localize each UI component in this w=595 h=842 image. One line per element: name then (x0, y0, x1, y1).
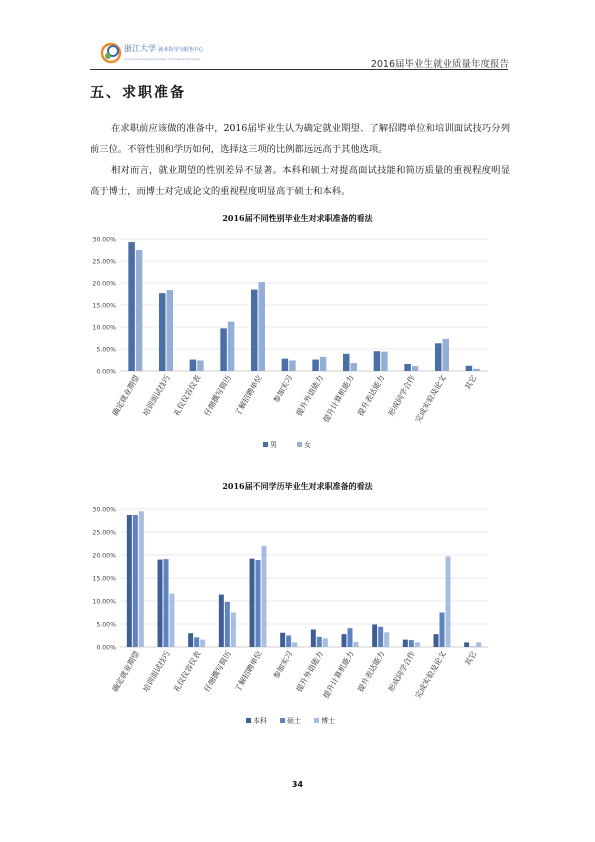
y-tick-label: 0.00% (96, 368, 116, 376)
x-tick-label: 确定就业期望 (110, 649, 142, 694)
x-tick-label: 礼仪仪容仪表 (171, 373, 203, 418)
bar-女 (167, 290, 174, 371)
bar-女 (228, 322, 235, 371)
bar-博士 (354, 642, 359, 647)
bar-女 (473, 369, 480, 371)
y-tick-label: 5.00% (96, 346, 116, 354)
bar-本科 (434, 634, 439, 647)
bar-男 (404, 364, 411, 371)
x-tick-label: 提升表达能力 (355, 373, 387, 418)
degree-chart (0, 497, 595, 732)
bar-博士 (476, 642, 481, 647)
x-tick-label: 培训面试技巧 (141, 373, 172, 418)
legend-swatch (314, 718, 319, 723)
bar-本科 (219, 595, 224, 647)
bar-硕士 (286, 636, 291, 648)
x-tick-label: 提升计算机能力 (321, 649, 356, 701)
legend-swatch (280, 718, 285, 723)
bar-博士 (139, 511, 144, 647)
bar-硕士 (225, 602, 230, 647)
report-title: 2016届毕业生就业质量年度报告 (370, 59, 509, 70)
bar-女 (381, 352, 388, 371)
x-tick-label: 了解招聘单位 (233, 373, 264, 418)
bar-女 (320, 357, 327, 371)
bar-女 (351, 363, 358, 371)
x-tick-label: 确定就业期望 (110, 373, 142, 418)
x-tick-label: 形成同学合作 (386, 373, 418, 418)
x-tick-label: 提升外语能力 (294, 649, 326, 694)
bar-男 (435, 343, 442, 371)
bar-本科 (188, 633, 193, 647)
bar-本科 (158, 560, 163, 647)
logo-text-cn: 浙江大学 (124, 44, 156, 53)
bar-男 (343, 354, 350, 371)
x-tick-label: 完成实验及论文 (413, 649, 448, 701)
bar-博士 (231, 613, 236, 648)
bar-博士 (170, 594, 175, 647)
page-header (0, 0, 595, 72)
bar-本科 (250, 559, 255, 647)
logo-text-en: Career Development Center of Zhejiang University (124, 57, 201, 61)
bar-男 (374, 351, 381, 371)
legend-label: 硕士 (287, 717, 301, 725)
bar-博士 (200, 640, 205, 647)
x-tick-label: 提升计算机能力 (321, 373, 356, 425)
bar-女 (259, 282, 266, 371)
y-tick-label: 20.00% (92, 552, 116, 560)
bar-女 (412, 366, 419, 371)
x-tick-label: 提升表达能力 (355, 649, 387, 694)
y-tick-label: 10.00% (92, 324, 116, 332)
legend-swatch (246, 718, 251, 723)
bar-男 (220, 328, 227, 371)
bar-博士 (262, 546, 267, 647)
legend-swatch (297, 442, 302, 447)
bar-硕士 (133, 515, 138, 647)
bar-博士 (384, 632, 389, 647)
chart-1-title: 2016届不同性别毕业生对求职准备的看法 (222, 213, 373, 223)
bar-博士 (323, 638, 328, 647)
bar-硕士 (348, 628, 353, 647)
bar-男 (159, 293, 166, 371)
bar-男 (128, 242, 135, 371)
bar-硕士 (440, 613, 445, 648)
bar-本科 (464, 642, 469, 647)
x-tick-label: 培训面试技巧 (141, 649, 172, 694)
x-tick-label: 完成实验及论文 (413, 373, 448, 425)
bar-硕士 (317, 637, 322, 647)
x-tick-label: 礼仪仪容仪表 (171, 649, 203, 694)
x-tick-label: 了解招聘单位 (233, 649, 264, 694)
logo-text-sub: 就业指导与服务中心 (158, 47, 204, 53)
bar-博士 (292, 642, 297, 647)
bar-本科 (372, 624, 377, 647)
y-tick-label: 20.00% (92, 280, 116, 288)
legend-label: 女 (304, 441, 311, 449)
x-tick-label: 形成同学合作 (386, 649, 418, 694)
bar-女 (136, 250, 143, 371)
bar-硕士 (194, 637, 199, 647)
x-tick-label: 参加实习 (271, 373, 295, 405)
paragraph-2: 相对而言，就业期望的性别差异不显著。本科和硕士对提高面试技能和简历质量的重视程度明显高于博士，而博士对完成论文的重视程度明显高于硕士和本科。 (90, 165, 510, 197)
y-tick-label: 5.00% (96, 621, 116, 629)
bar-女 (197, 360, 204, 371)
y-tick-label: 0.00% (96, 644, 116, 652)
logo-text (124, 45, 203, 63)
x-tick-label: 其它 (463, 373, 479, 392)
y-tick-label: 25.00% (92, 529, 116, 537)
bar-本科 (311, 630, 316, 647)
bar-本科 (280, 633, 285, 647)
bar-硕士 (256, 560, 261, 647)
header-divider (90, 69, 508, 70)
x-tick-label: 仔细撰写简历 (202, 649, 234, 694)
legend-label: 本科 (253, 717, 267, 725)
bar-男 (466, 366, 473, 371)
bar-本科 (403, 640, 408, 647)
y-tick-label: 15.00% (92, 575, 116, 583)
x-tick-label: 提升外语能力 (294, 373, 326, 418)
legend-swatch (263, 442, 268, 447)
x-tick-label: 其它 (463, 649, 479, 668)
bar-硕士 (164, 559, 169, 647)
bar-男 (312, 360, 319, 371)
bar-硕士 (409, 640, 414, 647)
bar-本科 (342, 634, 347, 647)
y-tick-label: 15.00% (92, 302, 116, 310)
bar-男 (282, 359, 289, 371)
y-tick-label: 10.00% (92, 598, 116, 606)
bar-男 (190, 360, 197, 371)
bar-女 (289, 360, 296, 371)
legend-label: 男 (270, 441, 277, 449)
bar-硕士 (378, 627, 383, 647)
x-tick-label: 参加实习 (271, 649, 295, 681)
paragraph-1: 在求职前应该做的准备中，2016届毕业生认为确定就业期望、了解招聘单位和培训面试技巧分列前三位。不管性别和学历如何，选择这三项的比例都远远高于其他选项。 (90, 123, 510, 155)
bar-博士 (415, 642, 420, 647)
section-title: 五、求职准备 (90, 85, 186, 101)
y-tick-label: 30.00% (92, 506, 116, 514)
bar-男 (251, 290, 258, 371)
bar-博士 (446, 556, 451, 647)
x-tick-label: 仔细撰写简历 (202, 373, 234, 418)
page-number: 34 (291, 780, 304, 789)
bar-本科 (127, 515, 132, 647)
legend-label: 博士 (321, 717, 335, 725)
chart-2-title: 2016届不同学历毕业生对求职准备的看法 (222, 481, 373, 491)
gender-chart (0, 228, 595, 458)
y-tick-label: 25.00% (92, 258, 116, 266)
university-logo-icon (100, 42, 122, 64)
y-tick-label: 30.00% (92, 236, 116, 244)
bar-女 (443, 339, 450, 371)
